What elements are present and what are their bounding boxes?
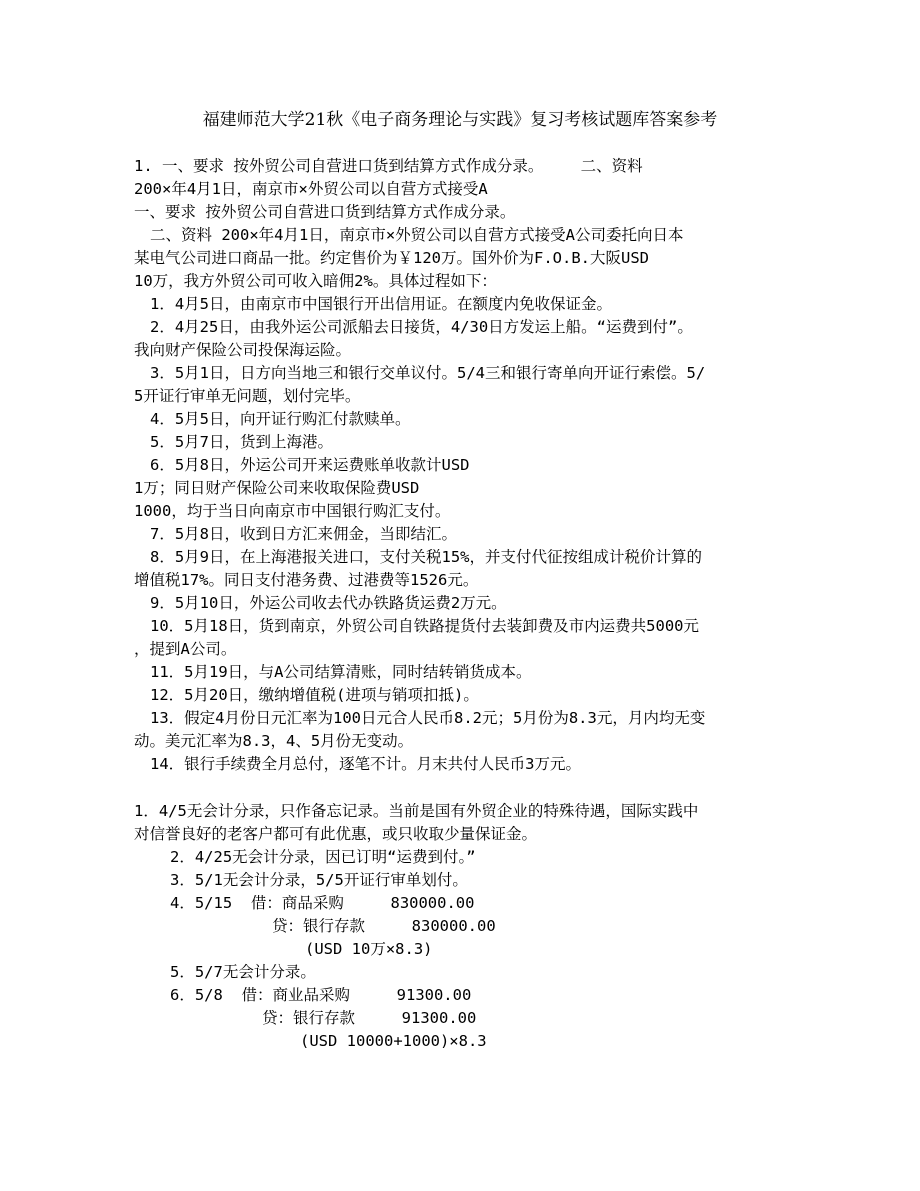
journal-entry-note: (USD 10000+1000)×8.3 xyxy=(300,1032,487,1050)
question-line: 3．5月1日，日方向当地三和银行交单议付。5/4三和银行寄单向开证行索偿。5/ xyxy=(150,364,706,382)
question-line: 2．4月25日，由我外运公司派船去日接货，4/30日方发运上船。“运费到付”。 xyxy=(150,318,693,336)
question-line: 4．5月5日，向开证行购汇付款赎单。 xyxy=(150,410,411,428)
answer-line: 对信誉良好的老客户都可有此优惠，或只收取少量保证金。 xyxy=(134,825,538,843)
question-line: 12．5月20日，缴纳增值税(进项与销项扣抵)。 xyxy=(150,686,479,704)
journal-entry-note: (USD 10万×8.3) xyxy=(305,940,433,958)
question-line: 增值税17%。同日支付港务费、过港费等1526元。 xyxy=(134,571,479,589)
question-line: 10万，我方外贸公司可收入暗佣2%。具体过程如下： xyxy=(134,272,497,290)
question-line: 5．5月7日，货到上海港。 xyxy=(150,433,333,451)
question-line: 一、要求 按外贸公司自营进口货到结算方式作成分录。 xyxy=(134,203,516,221)
question-line: 10．5月18日，货到南京，外贸公司自铁路提货付去装卸费及市内运费共5000元 xyxy=(150,617,699,635)
question-line: 1．4月5日，由南京市中国银行开出信用证。在额度内免收保证金。 xyxy=(150,295,612,313)
question-line: 14．银行手续费全月总付，逐笔不计。月末共付人民币3万元。 xyxy=(150,755,581,773)
question-line: 1000，均于当日向南京市中国银行购汇支付。 xyxy=(134,502,451,520)
journal-entry-line: 贷：银行存款 91300.00 xyxy=(262,1009,477,1027)
answer-line: 3．5/1无会计分录，5/5开证行审单划付。 xyxy=(170,871,468,889)
journal-entry-line: 6．5/8 借：商业品采购 91300.00 xyxy=(170,986,472,1004)
question-line: 5开证行审单无问题，划付完毕。 xyxy=(134,387,361,405)
question-line: 6．5月8日，外运公司开来运费账单收款计USD xyxy=(150,456,470,474)
question-line: 11．5月19日，与A公司结算清账，同时结转销货成本。 xyxy=(150,663,532,681)
question-line: 某电气公司进口商品一批。约定售价为￥120万。国外价为F.O.B.大阪USD xyxy=(134,249,649,267)
question-line: 13．假定4月份日元汇率为100日元合人民币8.2元；5月份为8.3元，月内均无变 xyxy=(150,709,706,727)
question-line: 9．5月10日，外运公司收去代办铁路货运费2万元。 xyxy=(150,594,507,612)
document-title: 福建师范大学21秋《电子商务理论与实践》复习考核试题库答案参考 xyxy=(202,110,718,130)
question-line: 1. 一、要求 按外贸公司自营进口货到结算方式作成分录。 二、资料 xyxy=(134,157,643,175)
answer-line: 1．4/5无会计分录，只作备忘记录。当前是国有外贸企业的特殊待遇，国际实践中 xyxy=(134,802,699,820)
question-line: 二、资料 200×年4月1日，南京市×外贸公司以自营方式接受A公司委托向日本 xyxy=(150,226,684,244)
answer-line: 5．5/7无会计分录。 xyxy=(170,963,316,981)
question-line: 我向财产保险公司投保海运险。 xyxy=(134,341,352,359)
question-line: ，提到A公司。 xyxy=(134,640,237,658)
question-line: 8．5月9日，在上海港报关进口，支付关税15%，并支付代征按组成计税价计算的 xyxy=(150,548,702,566)
question-line: 200×年4月1日，南京市×外贸公司以自营方式接受A xyxy=(134,180,488,198)
answer-line: 2．4/25无会计分录，因已订明“运费到付。” xyxy=(170,848,476,866)
question-line: 1万；同日财产保险公司来收取保险费USD xyxy=(134,479,420,497)
journal-entry-line: 贷：银行存款 830000.00 xyxy=(272,917,496,935)
question-line: 7．5月8日，收到日方汇来佣金，当即结汇。 xyxy=(150,525,457,543)
journal-entry-line: 4．5/15 借：商品采购 830000.00 xyxy=(170,894,475,912)
question-line: 动。美元汇率为8.3，4、5月份无变动。 xyxy=(134,732,414,750)
